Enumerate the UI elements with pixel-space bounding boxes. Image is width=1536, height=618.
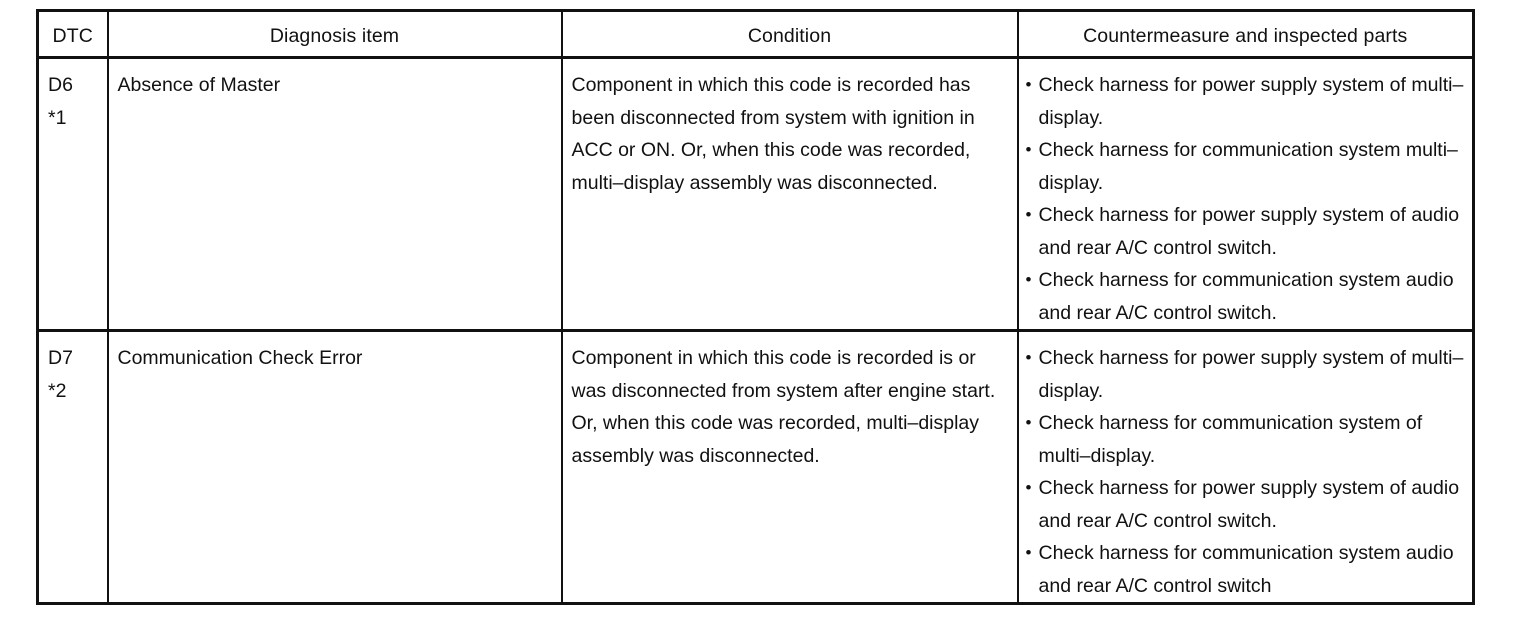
dtc-code: D7	[48, 347, 73, 369]
dtc-code: D6	[48, 74, 73, 96]
table-row-d6	[38, 58, 1474, 331]
header-countermeasure: Countermeasure and inspected parts	[1018, 11, 1474, 58]
countermeasure-item: • Check harness for communication system multi–display.	[1028, 134, 1465, 199]
diagnosis-item-cell: Communication Check Error	[108, 331, 562, 604]
header-diagnosis-item: Diagnosis item	[108, 11, 562, 58]
header-condition: Condition	[562, 11, 1018, 58]
countermeasure-cell	[1018, 58, 1474, 331]
countermeasure-item: • Check harness for power supply system of audio and rear A/C control switch.	[1028, 472, 1465, 537]
countermeasure-item: • Check harness for communication system audio and rear A/C control switch.	[1028, 264, 1465, 329]
countermeasure-list	[1028, 342, 1465, 602]
countermeasure-item: • Check harness for power supply system of audio and rear A/C control switch.	[1028, 199, 1465, 264]
dtc-footnote: *1	[48, 106, 67, 129]
table-body	[38, 58, 1474, 604]
countermeasure-item: • Check harness for power supply system of multi–display.	[1028, 69, 1465, 134]
countermeasure-item: • Check harness for communication system audio and rear A/C control switch	[1028, 537, 1465, 602]
countermeasure-cell	[1018, 331, 1474, 604]
diagnosis-item-cell: Absence of Master	[108, 58, 562, 331]
countermeasure-item: • Check harness for communication system of multi–display.	[1028, 407, 1465, 472]
dtc-cell	[38, 331, 108, 604]
dtc-footnote: *2	[48, 379, 67, 402]
dtc-table	[36, 9, 1475, 605]
table-header	[38, 11, 1474, 58]
header-row	[38, 11, 1474, 58]
header-dtc: DTC	[38, 11, 108, 58]
table-row-d7	[38, 331, 1474, 604]
condition-cell: Component in which this code is recorded has been disconnected from system with ignition in ACC or ON. Or, when this code was recorded, multi–display assembly was disconnected.	[562, 58, 1018, 331]
countermeasure-item: • Check harness for power supply system of multi–display.	[1028, 342, 1465, 407]
countermeasure-list	[1028, 69, 1465, 329]
condition-cell: Component in which this code is recorded is or was disconnected from system after engine start. Or, when this code was recorded, multi–display assembly was disconnected.	[562, 331, 1018, 604]
dtc-cell	[38, 58, 108, 331]
